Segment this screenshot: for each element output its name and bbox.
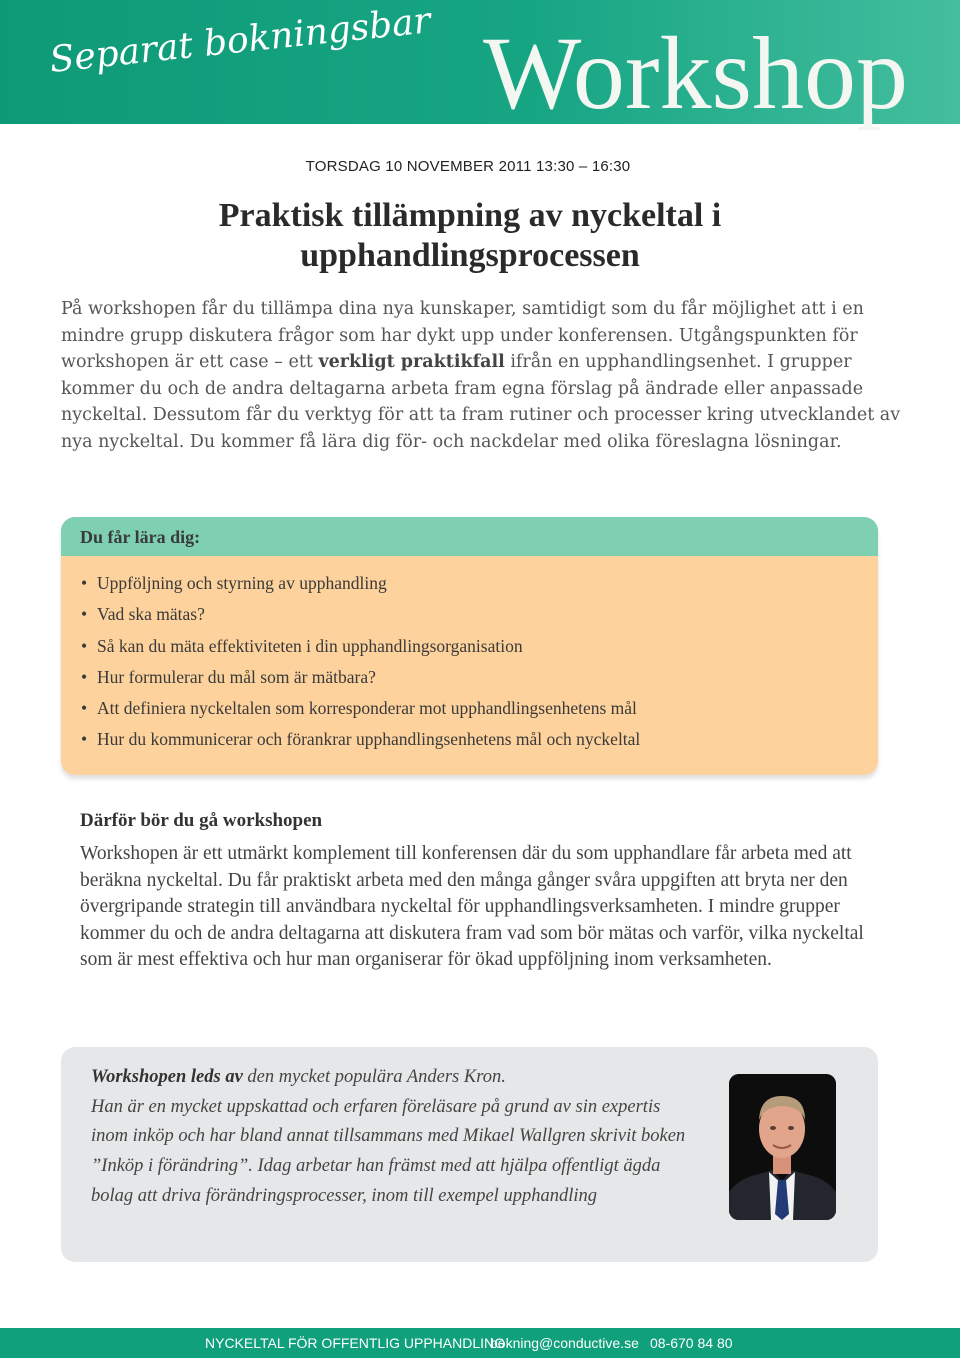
intro-text-2: ifrån en upphandlingsenhet. I grupper kommer du och de andra deltagarna arbeta fram egna förslag på ändrade eller anpassade nyckeltal. Dessutom får du verktyg för att ta fram rutiner och processer kring utvecklandet av nya nyckeltal. Du kommer få lära dig för- och nackdelar med olika föreslagna lösningar. bbox=[61, 352, 901, 452]
learn-item bbox=[81, 631, 878, 662]
learn-item bbox=[81, 568, 878, 599]
bullet-icon: • bbox=[81, 729, 88, 750]
learn-item bbox=[81, 693, 878, 724]
why-paragraph: Workshopen är ett utmärkt komplement till konferensen där du som upphandlare får arbeta med att beräkna nyckeltal. Du får praktiskt arbeta med den många gånger svåra uppgiften att bryta ner den övergripande strategin till användbara nyckeltal för upphandlingsverksamheten. I mindre grupper kommer du och de andra deltagarna att diskutera fram vad som bör mätas och varför, vilka nyckeltal som är mest effektiva och hur man organiserar för ökad uppföljning inom verksamheten. bbox=[80, 843, 864, 971]
learn-item bbox=[81, 599, 878, 630]
bullet-icon: • bbox=[81, 666, 88, 687]
leader-lead-bold: Workshopen leds av bbox=[91, 1067, 243, 1087]
tagline: Separat bokningsbar bbox=[47, 0, 433, 82]
workshop-title: Workshop bbox=[483, 16, 908, 131]
leader-text bbox=[91, 1063, 701, 1212]
learn-item bbox=[81, 724, 878, 755]
intro-bold: verkligt praktikfall bbox=[318, 352, 505, 373]
page-title-line-1: Praktisk tillämpning av nyckeltal i bbox=[218, 197, 722, 234]
learn-item bbox=[81, 662, 878, 693]
footer-event-name: NYCKELTAL FÖR OFFENTLIG UPPHANDLING bbox=[205, 1335, 506, 1351]
speaker-portrait-icon bbox=[729, 1074, 836, 1220]
bullet-icon: • bbox=[81, 698, 88, 719]
learn-item-label: Så kan du mäta effektiviteten i din upphandlingsorganisation bbox=[97, 635, 523, 656]
intro-text-1: På workshopen får du tillämpa dina nya kunskaper, samtidigt som du får möjlighet att i en mindre grupp diskutera frågor som har dykt upp under konferensen. Utgångspunkten för workshopen är ett case – ett bbox=[61, 299, 864, 373]
learn-item-label: Uppföljning och styrning av upphandling bbox=[97, 573, 387, 593]
learn-item-label: Hur du kommunicerar och förankrar upphandlingsenhetens mål och nyckeltal bbox=[97, 729, 641, 750]
learn-list bbox=[61, 556, 878, 756]
page-title-line-2: upphandlingsprocessen bbox=[300, 237, 640, 274]
learn-heading: Du får lära dig: bbox=[61, 517, 878, 556]
bullet-icon: • bbox=[81, 573, 88, 593]
event-date: TORSDAG 10 NOVEMBER 2011 13:30 – 16:30 bbox=[305, 158, 631, 175]
speaker-photo bbox=[729, 1074, 836, 1220]
page-title bbox=[120, 196, 820, 276]
header-band bbox=[0, 0, 960, 131]
footer-bar bbox=[0, 1328, 960, 1358]
learn-item-label: Hur formulerar du mål som är mätbara? bbox=[97, 666, 376, 687]
learn-box bbox=[61, 517, 878, 775]
intro-paragraph bbox=[61, 296, 901, 456]
bullet-icon: • bbox=[81, 635, 88, 656]
learn-item-label: Vad ska mätas? bbox=[97, 604, 205, 625]
leader-lead-rest: den mycket populära Anders Kron. bbox=[242, 1067, 506, 1087]
footer-phone: 08-670 84 80 bbox=[650, 1335, 733, 1351]
footer-email-link[interactable]: bokning@conductive.se bbox=[490, 1335, 639, 1351]
leader-box bbox=[61, 1047, 878, 1262]
bullet-icon: • bbox=[81, 604, 88, 625]
why-heading: Därför bör du gå workshopen bbox=[80, 810, 323, 831]
leader-bio: Han är en mycket uppskattad och erfaren föreläsare på grund av sin expertis inom inköp och har bland annat tillsammans med Mikael Wallgren skrivit boken ”Inköp i förändring”. Idag arbetar han främst med att hjälpa offentligt ägda bolag att driva förändringsprocesser, inom till exempel upphandling bbox=[91, 1096, 686, 1206]
learn-item-label: Att definiera nyckeltalen som korresponderar mot upphandlingsenhetens mål bbox=[97, 698, 637, 719]
